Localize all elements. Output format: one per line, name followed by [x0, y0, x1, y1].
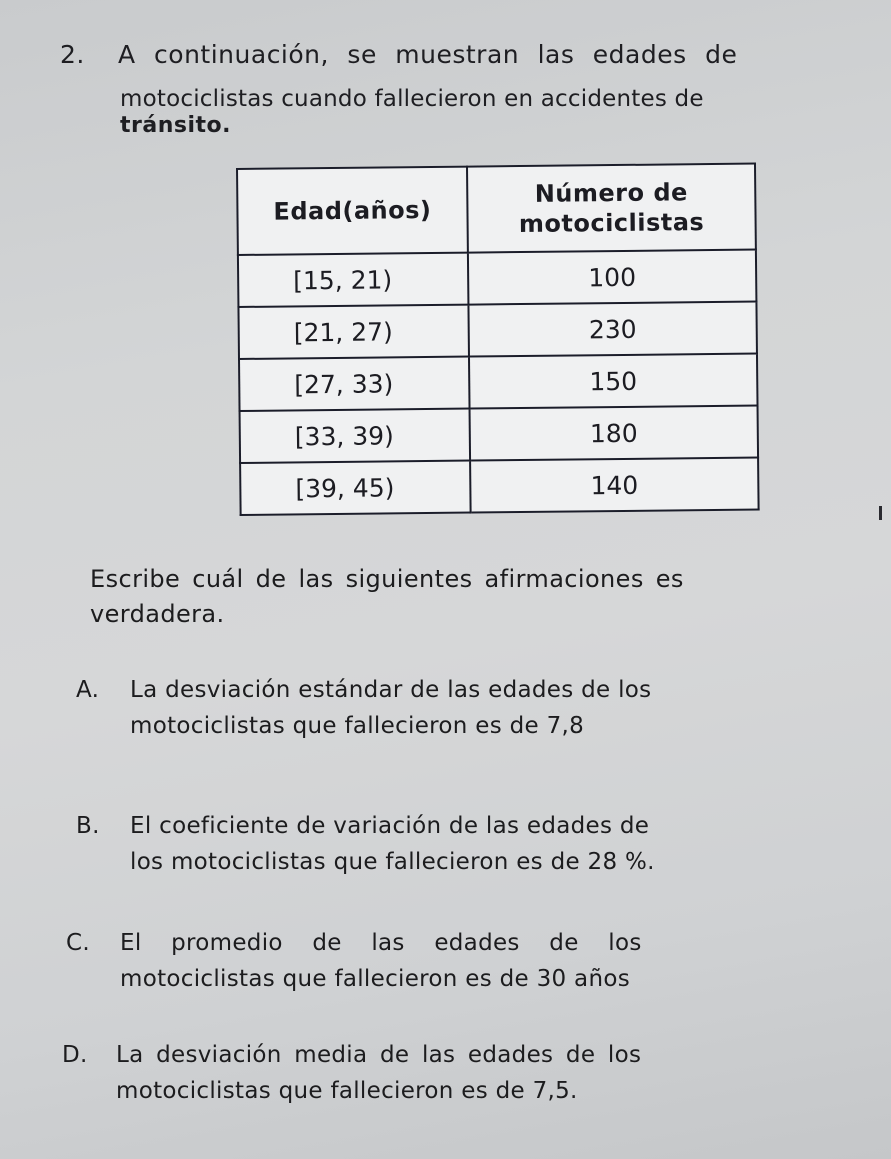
count-cell: 180	[470, 406, 759, 461]
option-letter: B.	[76, 813, 100, 839]
age-frequency-table-container	[236, 163, 760, 516]
header-count-line1: Número de	[534, 178, 688, 208]
header-count	[467, 164, 756, 253]
question-number: 2.	[60, 40, 85, 69]
table-row	[238, 250, 757, 307]
option-c	[66, 925, 642, 997]
age-range-cell: [15, 21)	[238, 253, 469, 307]
instruction-line1: Escribe cuál de las siguientes afirmaciones es	[90, 565, 684, 593]
count-cell: 150	[469, 354, 758, 409]
option-letter: C.	[66, 930, 90, 956]
option-b	[76, 808, 655, 880]
option-text-line2: motociclistas que fallecieron es de 7,5.	[116, 1078, 578, 1104]
option-letter: A.	[76, 677, 100, 703]
option-text-line1: La desviación media de las edades de los	[116, 1042, 642, 1068]
age-range-cell: [39, 45)	[240, 461, 471, 515]
count-cell: 140	[470, 458, 759, 513]
option-d	[62, 1037, 641, 1109]
instruction-line2: verdadera.	[90, 600, 225, 628]
question-text-line3: tránsito.	[120, 113, 231, 138]
page-edge-mark	[879, 506, 882, 520]
age-frequency-table	[236, 163, 760, 516]
count-cell: 230	[468, 302, 757, 357]
option-text-line1: El coeficiente de variación de las edades de	[130, 813, 650, 839]
header-count-line2: motociclistas	[518, 208, 705, 239]
option-letter: D.	[62, 1042, 88, 1068]
option-text-line1: El promedio de las edades de los	[120, 930, 642, 956]
table-row	[240, 458, 759, 515]
age-range-cell: [21, 27)	[238, 305, 469, 359]
option-text-line2: los motociclistas que fallecieron es de 28 %.	[130, 849, 655, 875]
table-header-row	[237, 164, 756, 255]
table-row	[240, 406, 759, 463]
table-row	[239, 354, 758, 411]
table-row	[238, 302, 757, 359]
question-statement-line1	[60, 40, 737, 69]
option-text-line1: La desviación estándar de las edades de los	[130, 677, 652, 703]
question-text-line2: motociclistas cuando fallecieron en accidentes de	[120, 86, 704, 112]
age-range-cell: [33, 39)	[240, 409, 471, 463]
count-cell: 100	[468, 250, 757, 305]
question-text-line1: A continuación, se muestran las edades de	[118, 40, 738, 69]
header-age: Edad(años)	[237, 167, 468, 255]
option-text-line2: motociclistas que fallecieron es de 30 años	[120, 966, 630, 992]
instruction	[90, 562, 684, 632]
option-text-line2: motociclistas que fallecieron es de 7,8	[130, 713, 585, 739]
option-a	[76, 672, 651, 744]
age-range-cell: [27, 33)	[239, 357, 470, 411]
